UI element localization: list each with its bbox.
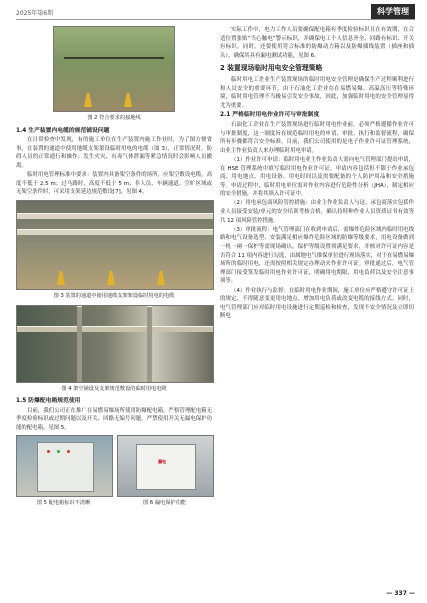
stand-icon bbox=[157, 271, 165, 285]
pipe-shape bbox=[77, 306, 82, 383]
stand-icon bbox=[124, 93, 132, 107]
pipe-shape bbox=[17, 229, 213, 235]
pipe-shape bbox=[17, 326, 213, 332]
breaker-panel-shape bbox=[136, 444, 196, 490]
header-column-badge: 科学管理 bbox=[371, 4, 415, 19]
section-2-title: 2 装置现场临时用电安全管理策略 bbox=[220, 64, 323, 73]
paragraph: 石油化工企业在生产装置现场进行临时用电作业前，必须严格遵循作业许可与审批制度，这一制度旨在规范临时用电的申请、审批、执行和监督流程，确保所有步骤都符合安全标准。目前，我们公司使用的是电子作业许可证管理系统，由业主作业负责人来办理临时用电审请。 bbox=[220, 121, 414, 154]
leakage-label: 漏电 bbox=[158, 458, 166, 464]
figure-3-caption: 图 3 装置的通道中使用地缆支架架设临时用电的电缆 bbox=[53, 292, 175, 299]
figure-2-photo bbox=[53, 26, 175, 112]
right-column bbox=[220, 26, 414, 322]
left-column bbox=[16, 26, 212, 511]
figure-5-6-row bbox=[16, 435, 212, 512]
paragraph: （1）作业许可申请：临时用电业主作业负责人需向电气管理部门提出申请，在 HSE 管理系统中填写临时用电作业许可证。申请内容包括但不限于作业承包商、用电地点、用电设备、用电时间以及需要配备的个人防护用品和安全措施等。申请过程中，临时用电单位需对作业内容进行危险性分析（JHA），制定相应的安全措施，并将其填入许可证中。 bbox=[220, 156, 414, 198]
indicator-dot bbox=[47, 450, 50, 453]
page-number: — 337 — bbox=[386, 590, 415, 597]
header-issue: 2025年第6期 bbox=[16, 10, 54, 17]
figure-2-caption: 图 2 符合要求的接地线 bbox=[87, 115, 141, 121]
paragraph: 在日常检查中发现，有的施工单位在生产装置内施工作业时，为了图方便省事，在装置的通道中使用地缆支架架设临时用电的电缆（图 3），正常情况时，防碍人员的正常通行和操作；发生火灾、有毒气体泄漏等紧急情况时会影响人员撤离。 bbox=[16, 137, 212, 169]
paragraph: （3）审批流程：电气管理部门在收到申请后，需爆炸危险区域内临时用电线路和电气设备选型、安装满足相应爆炸危险区域的防爆等级要求，用电设备做到一机一闸一保护等需现场确认，保护等级设置须满足要求，并核对许可证内容是否符合 11 项内容进行勾选，由属地电气维保单位进行现场落实，对于在易燃易爆场所的临时用电，还需按照相关规定办理动火作业许可证。审批通过后，电气管理部门接受签发临时用电作业许可证，明确用电期限、用电负荷以及安全注意事项等。 bbox=[220, 226, 414, 285]
cable-line bbox=[64, 57, 164, 59]
indicator-dot bbox=[67, 450, 70, 453]
figure-4-caption: 图 4 架空铺设及支架规范敷设的临时用电电缆 bbox=[61, 385, 167, 392]
pipe-shape bbox=[147, 306, 152, 383]
figure-5-caption: 图 5 配电箱标识不清晰 bbox=[36, 499, 91, 506]
distribution-box-shape bbox=[37, 442, 94, 492]
figure-4-photo bbox=[16, 305, 214, 383]
pipe-shape bbox=[17, 213, 213, 219]
paragraph: 临时用电管理标准中要求：装置内具备架空条件的场所，应架空敷设电缆，高度不低于 2.5 m；过马路时，高度不低于 5 m；非人员、车辆通道、空旷区域或无架空条件时，可采用支架延边规范敷设[7]，见图 4。 bbox=[16, 172, 212, 196]
figure-3-photo bbox=[16, 200, 214, 290]
stand-icon bbox=[57, 271, 65, 285]
figure-5-photo bbox=[16, 435, 113, 497]
paragraph: 实际工作中，电力工作人员要确保配电箱有季度检验标识且在有效期，在合适位置张贴“当心触电”警示标识，并确保电工个人信息齐全、回路有标识、开关有标识。同时，还要使用符合标准的防爆动力箱以及防爆插线装置（插座和插头），确保其具有漏电测试功能，见图 6。 bbox=[220, 27, 414, 59]
stand-icon bbox=[107, 271, 115, 285]
paragraph: 目前，我们公司正在推广在易燃易爆场所使用防爆配电箱，严格管理配电箱无季度检验标识或过期问题以及开关、回路无编号问题。严禁使用开关无漏电保护功能的配电箱，见图 5。 bbox=[16, 407, 212, 431]
paragraph: 临时用电工企业生产装置现场的临时用电安全管理是确保生产过程顺利进行和人员安全的重要环节，由于石油化工企业存在易燃易爆、高温高压等特殊环境，临时用电管理不当极易引发安全事故，因此，加强临时用电的安全管理显得尤为重要。 bbox=[220, 76, 414, 109]
paragraph: （2）用电承包商风险管控措施：由业主作业负责人与这、承包商落实包括作业人员接受安装/单元的安全培训考核合格，确认持特种作业人员资质证书有效等共 12 项风险管控措施。 bbox=[220, 200, 414, 224]
section-2-1-title: 2.1 严格临时用电作业许可与审批制度 bbox=[220, 112, 320, 119]
stand-icon bbox=[84, 93, 92, 107]
figure-6-caption: 图 6 漏电保护功能 bbox=[143, 499, 186, 506]
indicator-dot bbox=[57, 450, 60, 453]
header-rule bbox=[16, 19, 415, 20]
paragraph: （4）作业执行与监督：在临时用电作业期间，施工单位应严格遵守许可证上的规定，不得随意变更用电地点，增加用电负荷或改变电缆的接线方式。同时，电气管理部门应对临时用电设施进行定期巡检和检查，发现不安全情况及立即切断电 bbox=[220, 287, 414, 320]
section-1-5-title: 1.5 防爆配电箱规范使用 bbox=[16, 398, 81, 405]
section-1-4-title: 1.4 生产装置内电缆的规范铺设问题 bbox=[16, 127, 110, 134]
figure-6-photo bbox=[117, 435, 214, 497]
